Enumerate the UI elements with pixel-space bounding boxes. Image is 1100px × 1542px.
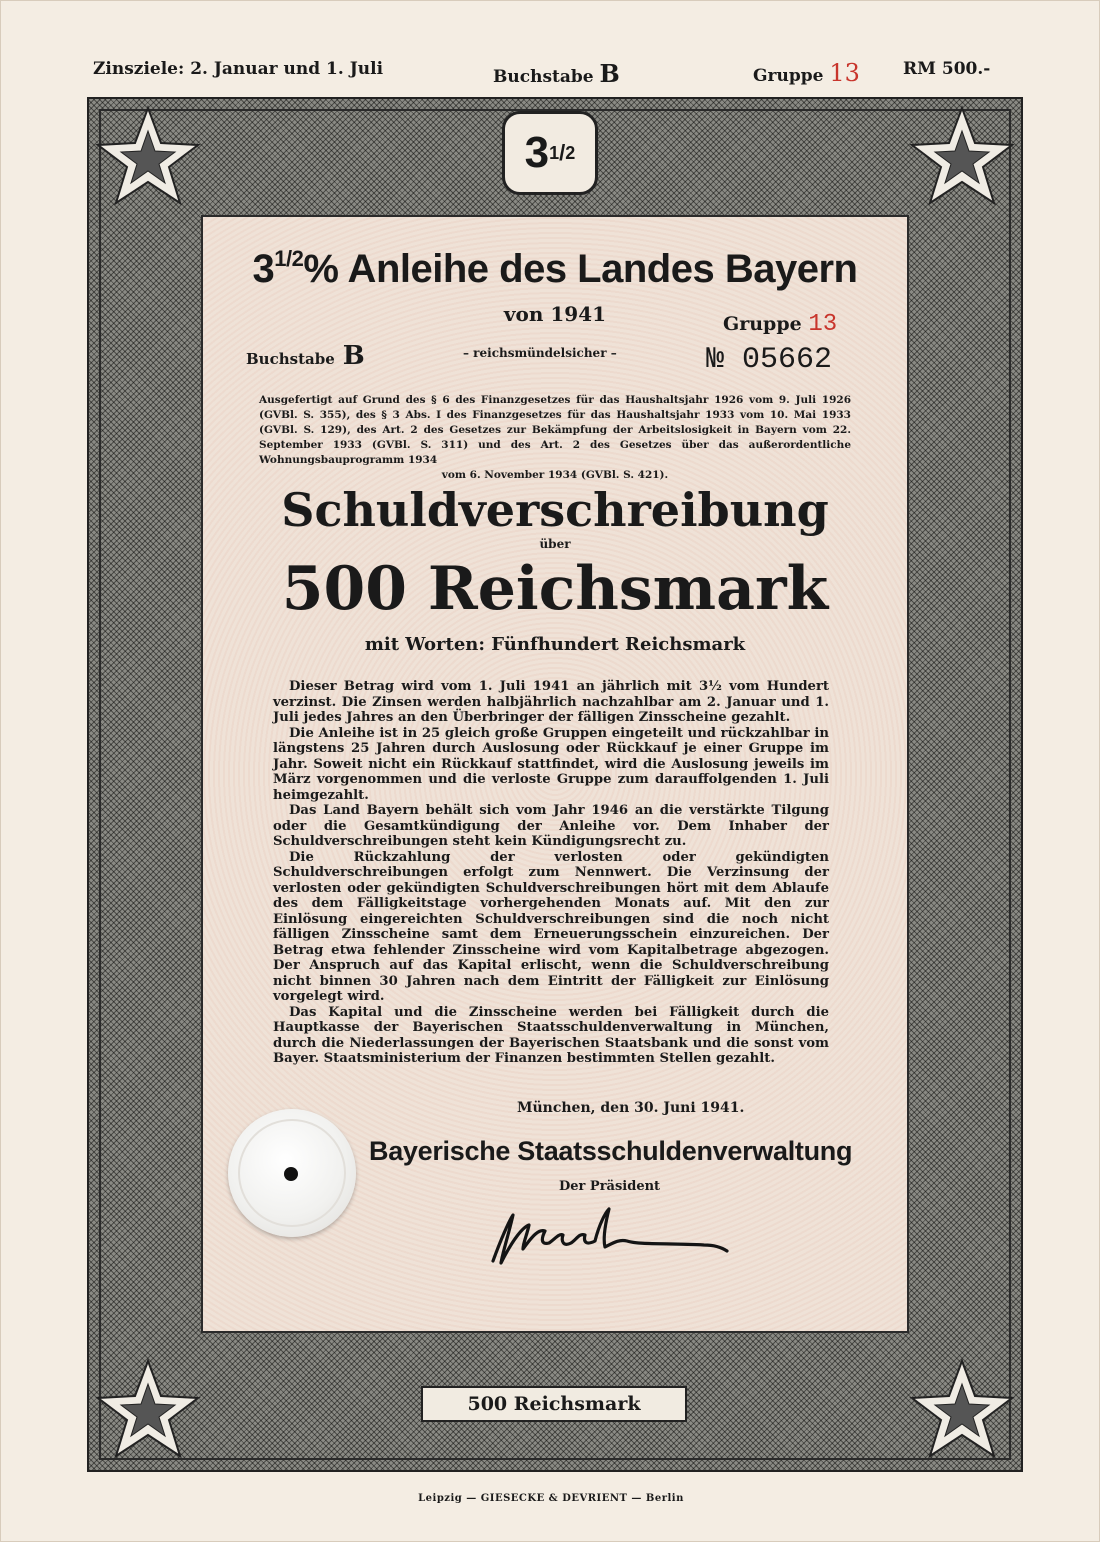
punch-hole — [284, 1167, 298, 1181]
interest-dates: Zinsziele: 2. Januar und 1. Juli — [93, 59, 384, 79]
legal-text-last: vom 6. November 1934 (GVBl. S. 421). — [441, 469, 669, 481]
group-label: Gruppe — [723, 313, 802, 335]
star-ornament-icon — [907, 103, 1017, 213]
embossed-seal — [228, 1109, 356, 1237]
group-value: 13 — [808, 311, 838, 338]
over-label: über — [539, 537, 571, 551]
terms-paragraph: Die Rückzahlung der verlosten oder gekündigten Schuldverschreibungen erfolgt zum Nennwert. Die Verzinsung der verlosten oder gekündigten Schuldverschreibungen hört mit dem Ablaufe des dem Fälligkeitstage vorhergehenden Monats auf. Mit den zur Einlösung eingereichten Schuldverschreibungen sind die noch nicht fälligen Zinsscheine samt dem Erneuerungsschein einzureichen. Der Betrag etwa fehlender Zinsscheine wird vom Kapitalbetrage abgezogen. Der Anspruch auf das Kapital erlischt, wenn die Schuldverschreibung nicht binnen 30 Jahren nach dem Eintritt der Fälligkeit zur Einlösung vorgelegt wird. — [273, 849, 829, 1004]
title-rate-suffix: % Anleihe des Landes Bayern — [303, 247, 858, 291]
face-value-in-words: mit Worten: Fünfhundert Reichsmark — [364, 634, 746, 655]
top-letter-label: Buchstabe — [493, 67, 594, 87]
legal-basis — [259, 393, 851, 483]
title-rate-whole: 3 — [252, 247, 275, 291]
issuing-authority: Bayerische Staatsschuldenverwaltung — [369, 1136, 853, 1166]
top-group-value: 13 — [829, 59, 860, 87]
group-field — [723, 311, 837, 338]
star-ornament-icon — [907, 1356, 1017, 1466]
letter-label: Buchstabe — [246, 350, 335, 368]
rate-badge-den: 2 — [565, 142, 576, 163]
face-value: 500 Reichsmark — [281, 554, 829, 624]
signature-icon — [479, 1199, 749, 1279]
top-letter-value: B — [599, 59, 620, 88]
amount-box: 500 Reichsmark — [421, 1386, 687, 1422]
printer-imprint: Leipzig — GIESECKE & DEVRIENT — Berlin — [418, 1493, 684, 1504]
terms-text — [273, 679, 829, 1067]
serial-number: № 05662 — [706, 343, 833, 377]
signatory-title: Der Präsident — [559, 1179, 661, 1194]
star-ornament-icon — [93, 103, 203, 213]
top-letter-group — [493, 59, 620, 88]
letter-value: B — [342, 341, 365, 371]
bond-title — [201, 246, 909, 292]
terms-paragraph: Dieser Betrag wird vom 1. Juli 1941 an jährlich mit 3½ vom Hundert verzinst. Die Zinsen werden halbjährlich nachzahlbar am 2. Januar und 1. Juli jedes Jahres an den Überbringer der fälligen Zinsscheine gezahlt. — [273, 679, 829, 725]
bond-year: von 1941 — [503, 302, 607, 326]
terms-paragraph: Das Land Bayern behält sich vom Jahr 1946 an die verstärkte Tilgung oder die Gesamtkündigung der Anleihe vor. Dem Inhaber der Schuldverschreibungen steht kein Kündigungsrecht zu. — [273, 803, 829, 849]
rate-badge: 3 1 / 2 — [502, 111, 598, 195]
terms-paragraph: Das Kapital und die Zinsscheine werden bei Fälligkeit durch die Hauptkasse der Bayerischen Staatsschuldenverwaltung in München, durch die Niederlassungen der Bayerischen Staatsbank und die sonst vom Bayer. Staatsministerium der Finanzen bestimmten Stellen gezahlt. — [273, 1004, 829, 1066]
title-rate-frac: 1/2 — [274, 246, 304, 271]
document-heading: Schuldverschreibung — [281, 483, 829, 537]
top-group — [753, 59, 860, 87]
trustee-security-note: – reichsmündelsicher – — [463, 346, 617, 360]
rate-badge-num: 1 — [549, 142, 560, 163]
top-rm-amount: RM 500.- — [903, 59, 991, 79]
top-group-label: Gruppe — [753, 66, 824, 86]
star-ornament-icon — [93, 1356, 203, 1466]
legal-text: Ausgefertigt auf Grund des § 6 des Finanzgesetzes für das Haushaltsjahr 1926 vom 9. Juli 1926 (GVBl. S. 355), des § 3 Abs. I des Finanzgesetzes für das Haushaltsjahr 1933 vom 10. Mai 1933 (GVBl. S. 129), des Art. 2 des Gesetzes zur Bekämpfung der Arbeitslosigkeit in Bayern vom 22. September 1933 (GVBl. S. 311) und des Art. 2 des Gesetzes über das außerordentliche Wohnungsbauprogramm 1934 — [259, 394, 851, 466]
letter-field — [246, 341, 365, 371]
place-date: München, den 30. Juni 1941. — [517, 1100, 745, 1116]
terms-paragraph: Die Anleihe ist in 25 gleich große Gruppen eingeteilt und rückzahlbar in längstens 25 Jahren durch Auslosung oder Rückkauf je einer Gruppe im Jahr. Soweit nicht ein Rückkauf stattfindet, wird die Auslosung jeweils im März vorgenommen und die verloste Gruppe zum darauffolgenden 1. Juli heimgezahlt. — [273, 725, 829, 803]
rate-badge-whole: 3 — [524, 128, 550, 177]
